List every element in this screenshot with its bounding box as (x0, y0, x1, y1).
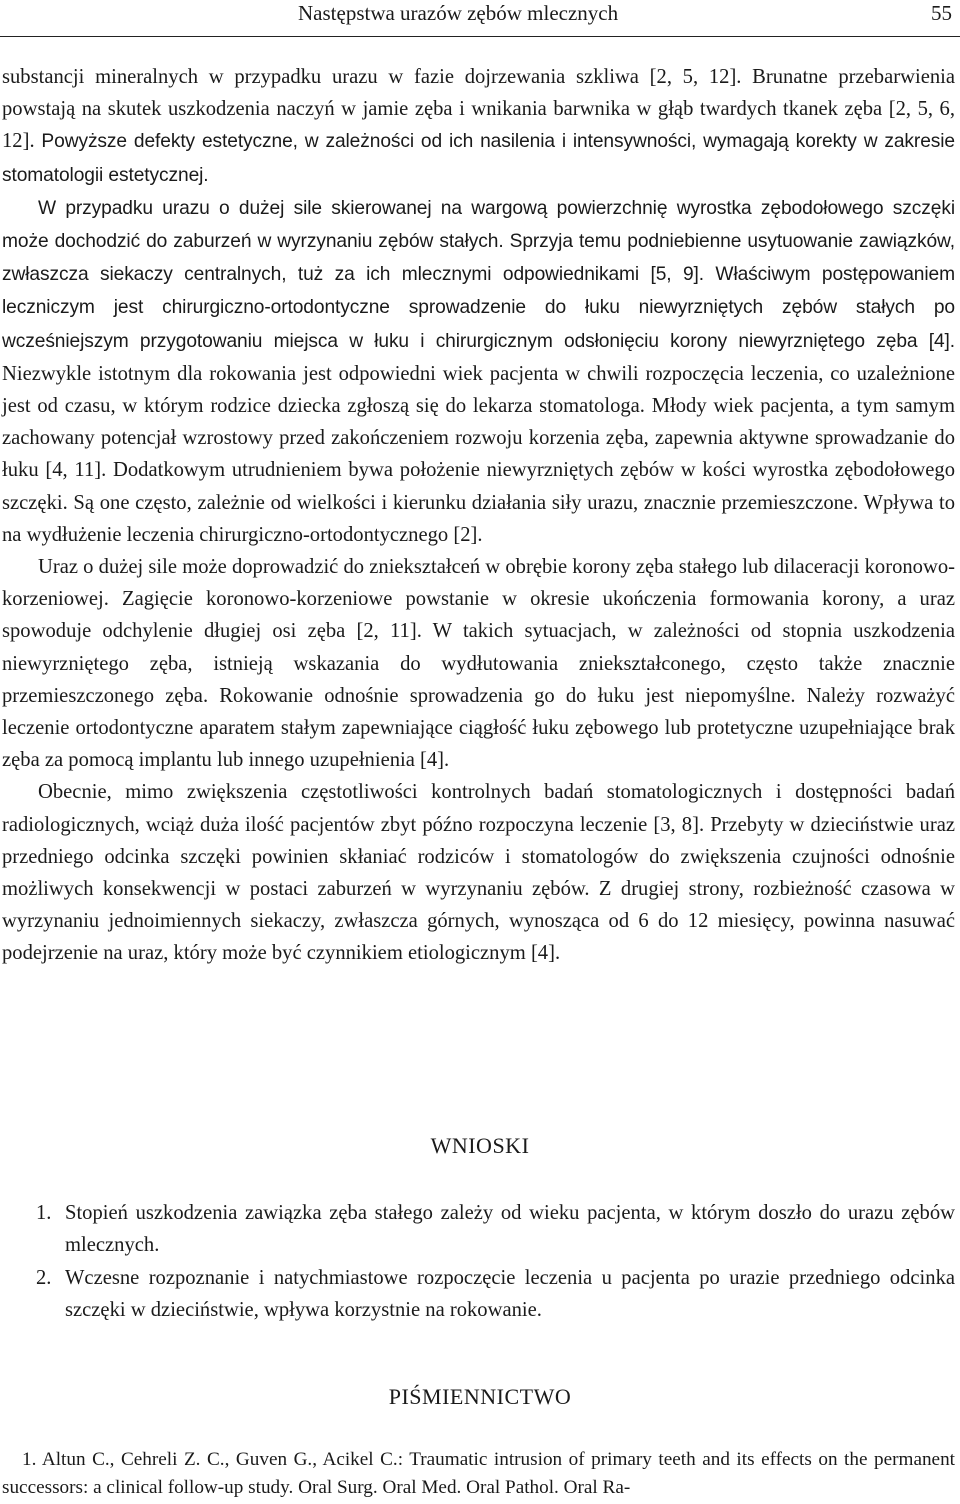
list-item-text: Wczesne rozpoznanie i natychmiastowe rozpoczęcie leczenia u pacjenta po urazie przedniego odcinka szczęki w dzieciństwie, wpływa korzystnie na rokowanie. (65, 1267, 955, 1321)
references-heading: PIŚMIENNICTWO (388, 1384, 572, 1409)
references-list (2, 1446, 955, 1502)
paragraph-eruption-disorders (2, 192, 955, 551)
paragraph-text: Powyższe defekty estetyczne, w zależności od ich nasilenia i intensywności, wymagają korekty w zakresie stomatologii estetycznej. (2, 131, 955, 186)
article-body (2, 61, 955, 970)
conclusions-list (36, 1197, 955, 1327)
running-header (0, 0, 960, 37)
paragraph-dilaceration: Uraz o dużej sile może doprowadzić do zniekształceń w obrębie korony zęba stałego lub dilaceracji koronowo-korzeniowej. Zagięcie koronowo-korzeniowe powstanie w okresie ukończenia formowania korony, a uraz spowoduje odchylenie długiej osi zęba [2, 11]. W takich sytuacjach, w zależności od stopnia uszkodzenia niewyrzniętego zęba, istnieją wskazania do wydłutowania zniekształconego, często także znacznie przemieszczonego zęba. Rokowanie odnośnie sprowadzenia go do łuku jest niepomyślne. Należy rozważyć leczenie ortodontyczne aparatem stałym zapewniające ciągłość łuku zębowego lub protetyczne uzupełniające brak zęba za pomocą implantu lub innego uzupełnienia [4]. (2, 556, 955, 772)
paragraph-text: W przypadku urazu o dużej sile skierowanej na wargową powierzchnię wyrostka zębodołowego szczęki może dochodzić do zaburzeń w wyrzynaniu zębów stałych. Sprzyja temu podniebienne usytuowanie zawiązków, zwłaszcza siekaczy centralnych, tuż za ich mlecznymi odpowiednikami [5, 9]. Właściwym postępowaniem leczniczym jest chirurgiczno-ortodontyczne sprowadzenie do łuku niewyrzniętych zębów stałych po wcześniejszym przygotowaniu miejsca w łuku i chirurgicznym odsłonięciu korony niewyrzniętego zęba [4]. (2, 197, 955, 352)
list-item (36, 1262, 955, 1326)
running-title: Następstwa urazów zębów mlecznych (298, 1, 619, 25)
list-item (36, 1197, 955, 1261)
list-item-number: 2. (36, 1267, 52, 1289)
reference-item: 1. Altun C., Cehreli Z. C., Guven G., Acikel C.: Traumatic intrusion of primary teeth and its effects on the permanent successors: a clinical follow-up study. Oral Surg. Oral Med. Oral Pathol. Oral Ra- (2, 1449, 955, 1498)
paragraph-text: substancji mineralnych w przypadku urazu w fazie dojrzewania szkliwa [2, 5, 12]. Brunatne przebarwienia powstają na skutek uszkodzenia naczyń w jamie zęba i wnikania barwnika w głąb twardych tkanek zęba [2, 5, 6, 12]. (2, 66, 955, 153)
conclusions-heading: WNIOSKI (430, 1133, 530, 1158)
list-item-text: Stopień uszkodzenia zawiązka zęba stałego zależy od wieku pacjenta, w którym doszło do urazu zębów mlecznych. (65, 1202, 955, 1256)
paragraph-late-treatment: Obecnie, mimo zwiększenia częstotliwości kontrolnych badań stomatologicznych i dostępności badań radiologicznych, wciąż duża ilość pacjentów zbyt późno rozpoczyna leczenie [3, 8]. Przebyty w dzieciństwie uraz przedniego odcinka szczęki powinien skłaniać rodziców i stomatologów do zwiększenia czujności odnośnie możliwych konsekwencji w postaci zaburzeń w wyrzynaniu zębów. Z drugiej strony, rozbieżność czasowa w wyrzynaniu jednoimiennych siekaczy, zwłaszcza górnych, wynosząca od 6 do 12 miesięcy, powinna nasuwać podejrzenie na uraz, który może być czynnikiem etiologicznym [4]. (2, 781, 955, 965)
list-item-number: 1. (36, 1202, 52, 1224)
paragraph-discoloration (2, 61, 955, 192)
paragraph-text: Niezwykle istotnym dla rokowania jest odpowiedni wiek pacjenta w chwili rozpoczęcia leczenia, co uzależnione jest od czasu, w którym rodzice dziecka zgłoszą się do lekarza stomatologa. Młody wiek pacjenta, a tym samym zachowany potencjał wzrostowy przed zakończeniem rozwoju korzenia zęba, zapewnia aktywne sprowadzanie do łuku [4, 11]. Dodatkowym utrudnieniem bywa położenie niewyrzniętych zębów w kości wyrostka zębodołowego szczęki. Są one często, zależnie od wielkości i kierunku działania siły urazu, znacznie przemieszczone. Wpływa to na wydłużenie leczenia chirurgiczno-ortodontycznego [2]. (2, 362, 955, 546)
page-number: 55 (931, 1, 952, 25)
